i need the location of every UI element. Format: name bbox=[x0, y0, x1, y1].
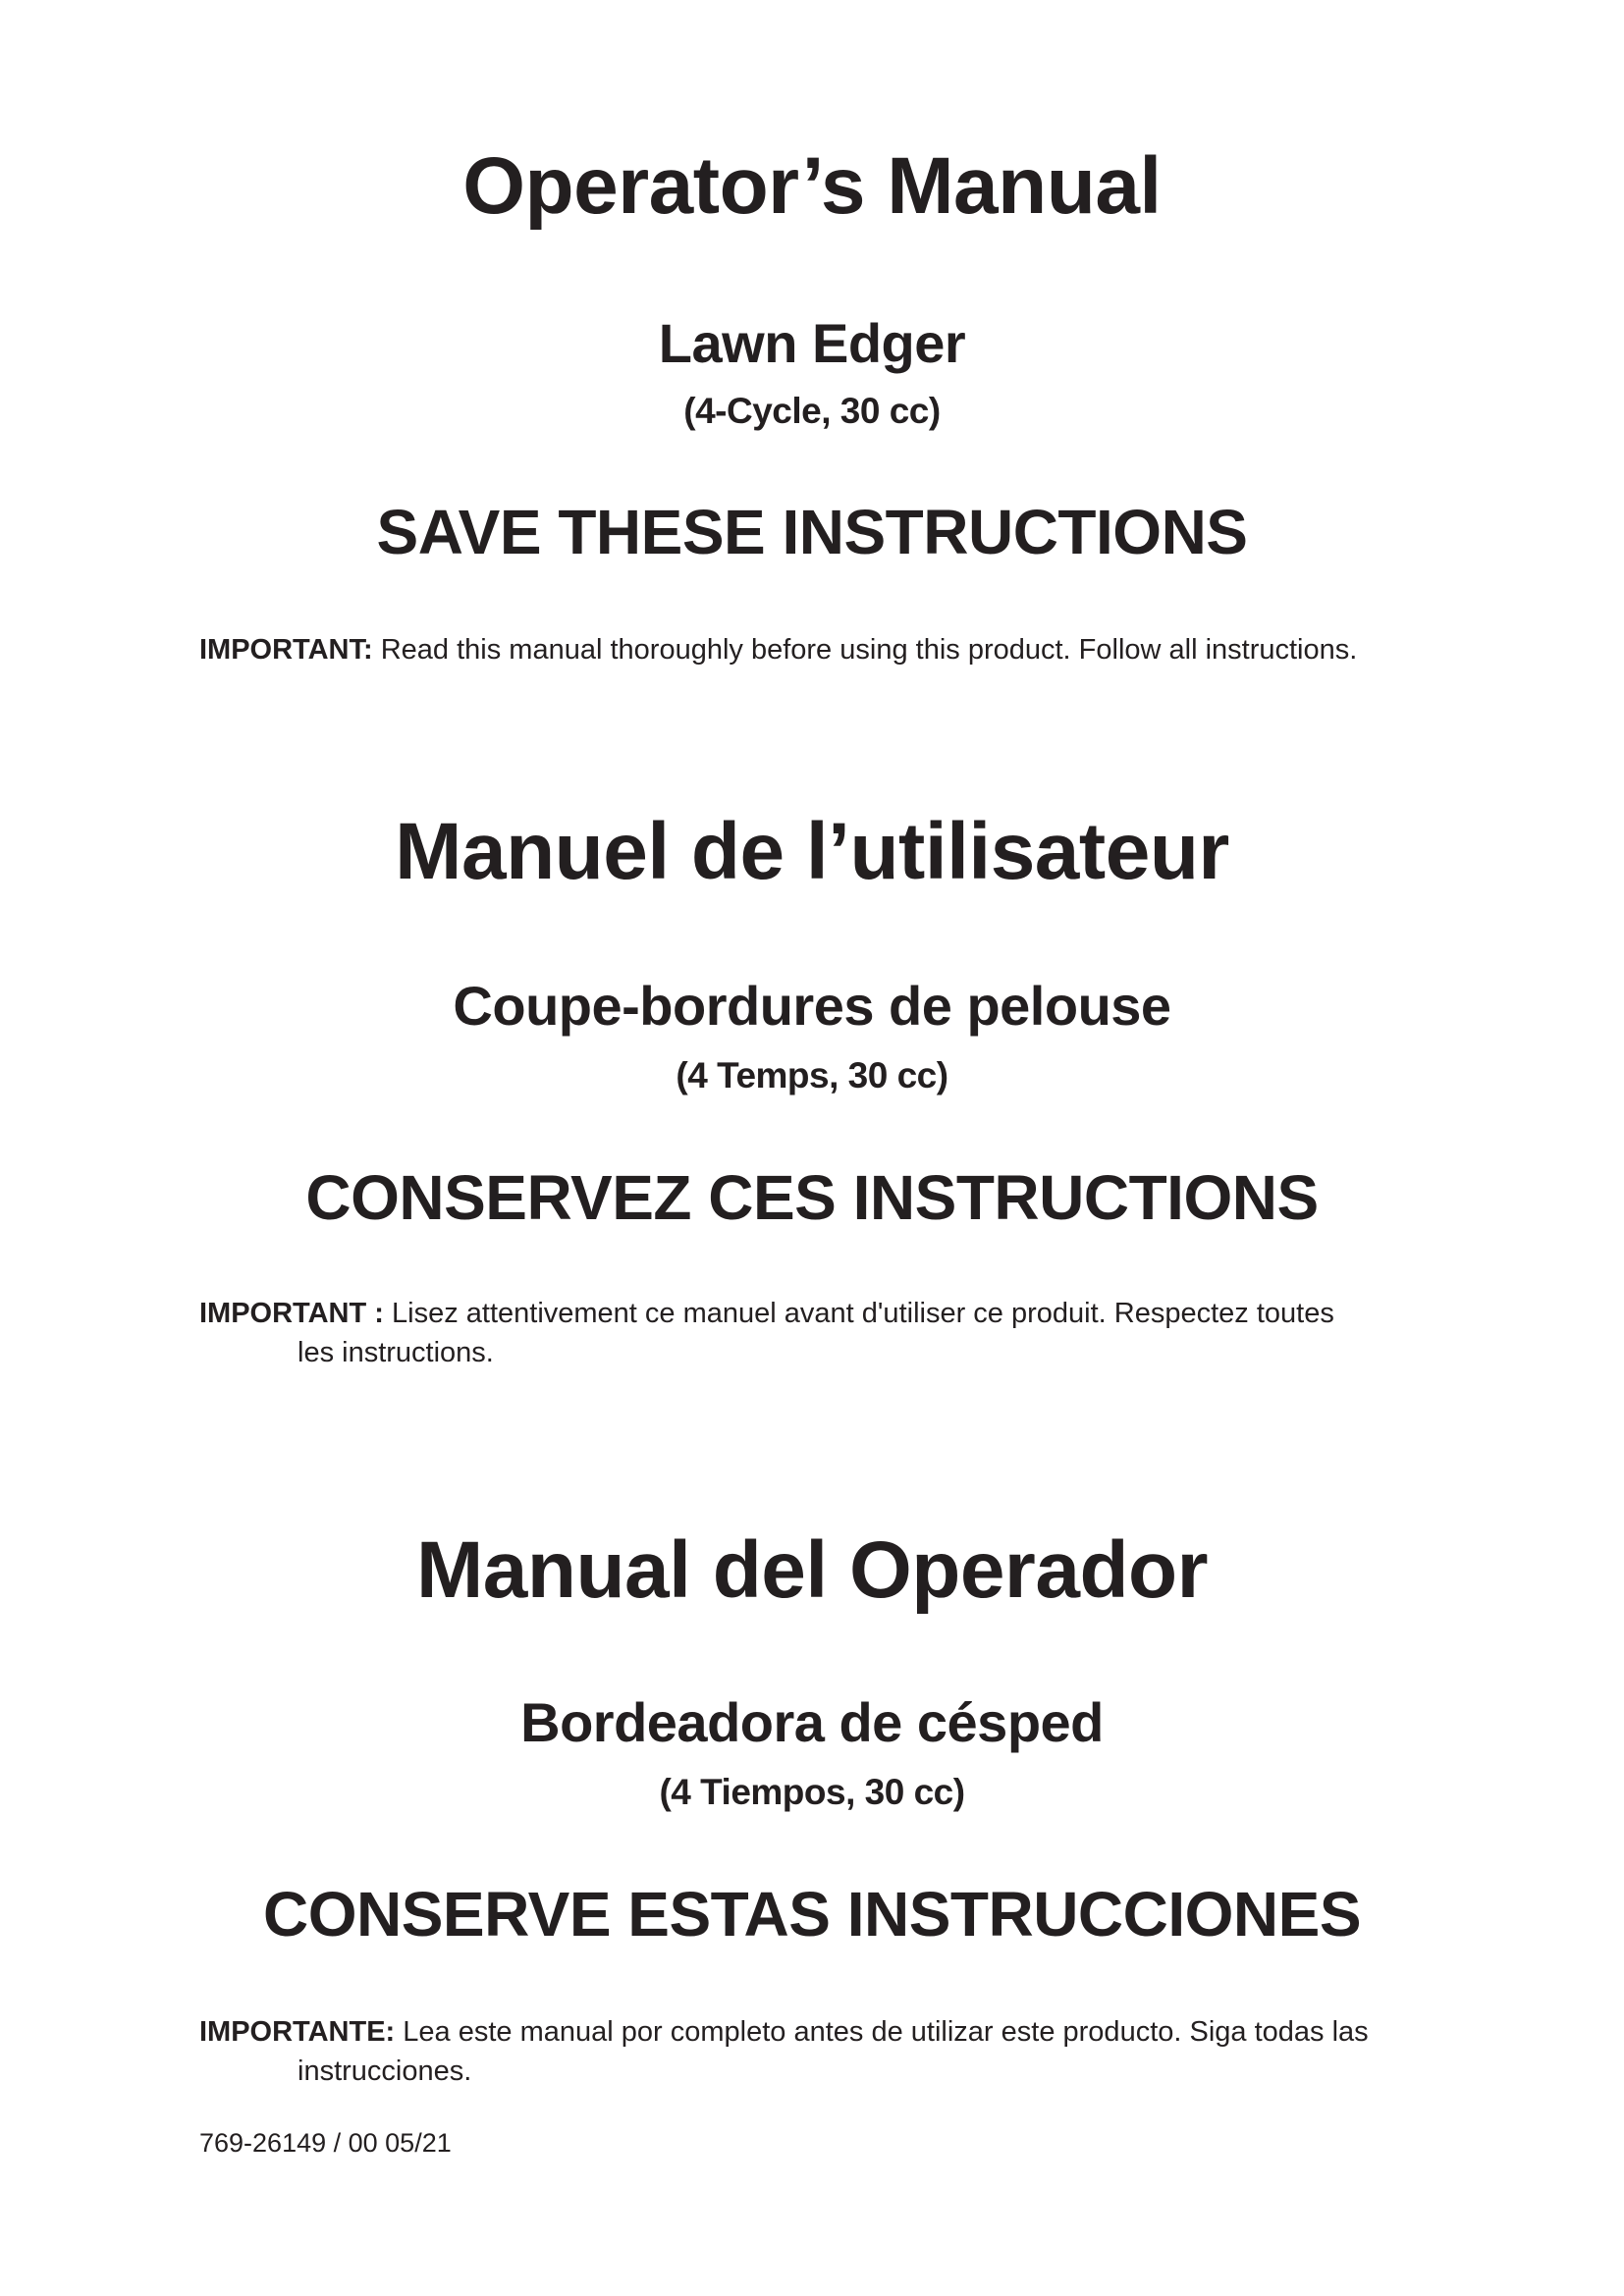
spanish-important-notice bbox=[199, 2012, 1476, 2091]
english-important-text: Read this manual thoroughly before using this product. Follow all instructions. bbox=[380, 634, 1358, 666]
french-title: Manuel de l’utilisateur bbox=[395, 807, 1229, 896]
english-product-name: Lawn Edger bbox=[658, 312, 966, 374]
french-save-instructions: CONSERVEZ CES INSTRUCTIONS bbox=[305, 1162, 1319, 1233]
english-title: Operator’s Manual bbox=[462, 141, 1162, 231]
part-number: 769-26149 / 00 05/21 bbox=[199, 2128, 452, 2158]
spanish-save-instructions: CONSERVE ESTAS INSTRUCCIONES bbox=[262, 1879, 1362, 1949]
spanish-important-continuation: instrucciones. bbox=[298, 2056, 472, 2087]
french-important-continuation: les instructions. bbox=[298, 1337, 494, 1368]
english-save-instructions: SAVE THESE INSTRUCTIONS bbox=[376, 497, 1248, 567]
english-important-label: IMPORTANT: bbox=[199, 634, 373, 666]
french-product-name: Coupe-bordures de pelouse bbox=[453, 975, 1171, 1037]
english-spec: (4-Cycle, 30 cc) bbox=[683, 391, 941, 431]
french-spec: (4 Temps, 30 cc) bbox=[676, 1055, 948, 1095]
spanish-spec: (4 Tiempos, 30 cc) bbox=[659, 1772, 965, 1812]
french-important-text: Lisez attentivement ce manuel avant d'utiliser ce produit. Respectez toutes bbox=[392, 1298, 1334, 1329]
french-important-notice bbox=[199, 1294, 1476, 1372]
english-important-notice bbox=[199, 630, 1476, 669]
spanish-important-label: IMPORTANTE: bbox=[199, 2016, 396, 2048]
french-important-label: IMPORTANT : bbox=[199, 1298, 384, 1329]
spanish-product-name: Bordeadora de césped bbox=[520, 1691, 1104, 1753]
spanish-important-text: Lea este manual por completo antes de utilizar este producto. Siga todas las bbox=[403, 2016, 1369, 2048]
spanish-title: Manual del Operador bbox=[415, 1525, 1209, 1615]
